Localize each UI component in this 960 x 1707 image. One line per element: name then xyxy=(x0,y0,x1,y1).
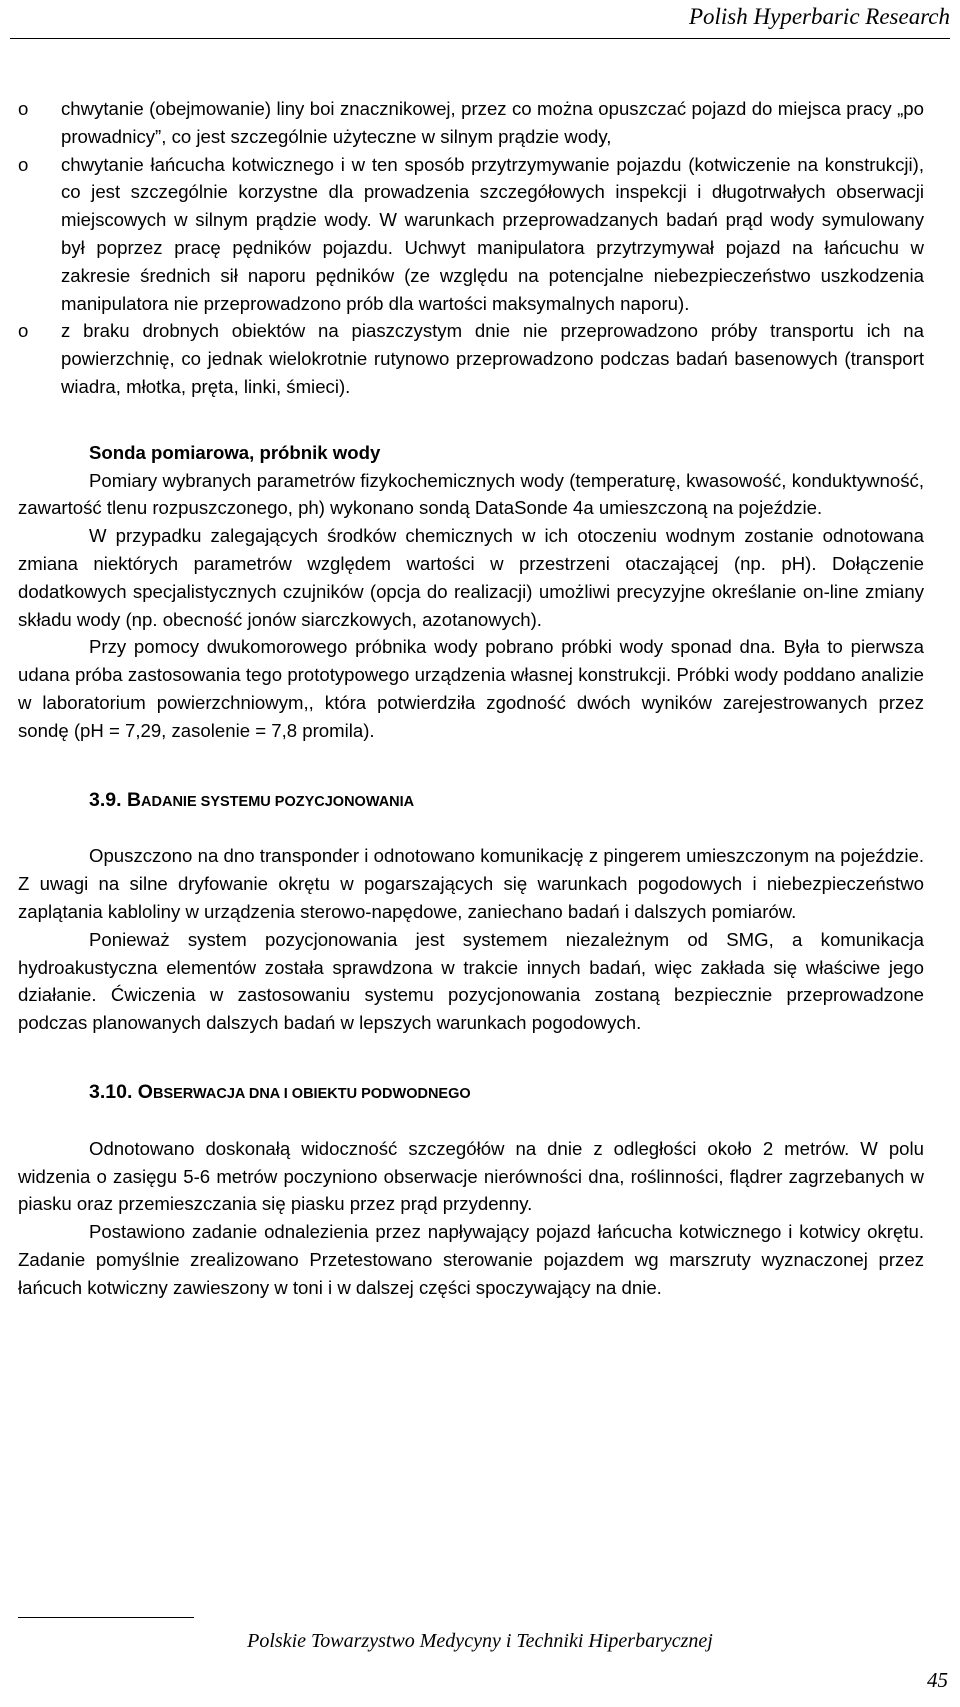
bullet-marker: o xyxy=(18,320,29,342)
section-title-rest: BSERWACJA DNA I OBIEKTU PODWODNEGO xyxy=(152,1085,471,1102)
list-item xyxy=(18,151,924,318)
list-item xyxy=(18,317,924,400)
page-number: 45 xyxy=(927,1668,948,1692)
footer-divider xyxy=(18,1617,194,1618)
paragraph: Postawiono zadanie odnalezienia przez napływający pojazd łańcucha kotwicznego i kotwicy okrętu. Zadanie pomyślnie zrealizowano Przetestowano sterowanie pojazdem wg marszruty wyznaczonej przez łańcuch kotwiczny zawieszony w toni i w dalszej części spoczywający na dnie. xyxy=(18,1221,924,1298)
list-item-text: chwytanie łańcucha kotwicznego i w ten sposób przytrzymywanie pojazdu (kotwiczenie na konstrukcji), co jest szczególnie korzystne dla prowadzenia szczegółowych inspekcji i długotrwałych obserwacji miejscowych w silnym prądzie wody. W warunkach przeprowadzanych badań prąd wody symulowany był poprzez pracę pędników pojazdu. Uchwyt manipulatora przytrzymywał pojazd na łańcuchu w zakresie średnich sił naporu pędników (ze względu na potencjalne niebezpieczeństwo uszkodzenia manipulatora nie przeprowadzono prób dla wartości maksymalnych naporu). xyxy=(61,153,924,314)
page-footer: Polskie Towarzystwo Medycyny i Techniki Hiperbarycznej xyxy=(247,1630,713,1652)
page-content xyxy=(18,95,924,1301)
section-title-initial: O xyxy=(137,1080,153,1103)
paragraph: Przy pomocy dwukomorowego próbnika wody pobrano próbki wody sponad dna. Była to pierwsza udana próba zastosowania tego prototypowego urządzenia własnej konstrukcji. Próbki wody poddano analizie w laboratorium powierzchniowym,, która potwierdziła zgodność dwóch wyników zarejestrowanych przez sondę (pH = 7,29, zasolenie = 7,8 promila). xyxy=(18,636,924,741)
header-divider xyxy=(10,38,950,39)
bullet-marker: o xyxy=(18,98,29,119)
section-heading-3-9 xyxy=(18,787,924,817)
bullet-marker: o xyxy=(18,153,29,175)
section-heading-3-10 xyxy=(18,1079,924,1109)
section-title-rest: ADANIE SYSTEMU POZYCJONOWANIA xyxy=(141,793,415,810)
list-item-text: chwytanie (obejmowanie) liny boi znacznikowej, przez co można opuszczać pojazd do miejsca pracy „po prowadnicy”, co jest szczególnie użyteczne w silnym prądzie wody, xyxy=(61,98,924,147)
paragraph: Ponieważ system pozycjonowania jest systemem niezależnym od SMG, a komunikacja hydroakustyczna elementów została sprawdzona w trakcie innych badań, więc zakłada się właściwe jego działanie. Ćwiczenia w zastosowaniu systemu pozycjonowania zostaną bezpiecznie przeprowadzone podczas planowanych dalszych badań w lepszych warunkach pogodowych. xyxy=(18,928,924,1034)
probe-subheading: Sonda pomiarowa, próbnik wody xyxy=(89,441,381,463)
list-item xyxy=(18,95,924,151)
paragraph: Opuszczono na dno transponder i odnotowano komunikację z pingerem umieszczonym na pojeździe. Z uwagi na silne dryfowanie okrętu w pogarszających się warunkach pogodowych i niebezpieczeństwo zaplątania kabloliny w urządzenia sterowo-napędowe, zaniechano badań i dalszych pomiarów. xyxy=(18,845,924,922)
paragraph: W przypadku zalegających środków chemicznych w ich otoczeniu wodnym zostanie odnotowana zmiana niektórych parametrów względem wartości w przestrzeni otaczającej (np. pH). Dołączenie dodatkowych specjalistycznych czujników (opcja do realizacji) umożliwi precyzyjne określanie on-line zmiany składu wody (np. obecność jonów siarczkowych, azotanowych). xyxy=(18,525,924,630)
section-number: 3.9. xyxy=(89,788,122,811)
section-title-initial: B xyxy=(126,788,142,811)
paragraph: Odnotowano doskonałą widoczność szczegółów na dnie z odległości około 2 metrów. W polu widzenia o zasięgu 5-6 metrów poczyniono obserwacje nierówności dna, roślinności, flądrer zagrzebanych w piasku oraz przemieszczania się piasku przez prąd przydenny. xyxy=(18,1137,924,1215)
list-item-text: z braku drobnych obiektów na piaszczystym dnie nie przeprowadzono próby transportu ich na powierzchnię, co jednak wielokrotnie rutynowo przeprowadzono podczas badań basenowych (transport wiadra, młotka, pręta, linki, śmieci). xyxy=(61,320,924,397)
page-header: Polish Hyperbaric Research xyxy=(688,4,950,29)
section-number: 3.10. xyxy=(89,1080,133,1103)
paragraph: Pomiary wybranych parametrów fizykochemicznych wody (temperaturę, kwasowość, konduktywność, zawartość tlenu rozpuszczonego, ph) wykonano sondą DataSonde 4a umieszczoną na pojeździe. xyxy=(18,469,924,519)
manipulator-capabilities-list xyxy=(18,95,924,401)
